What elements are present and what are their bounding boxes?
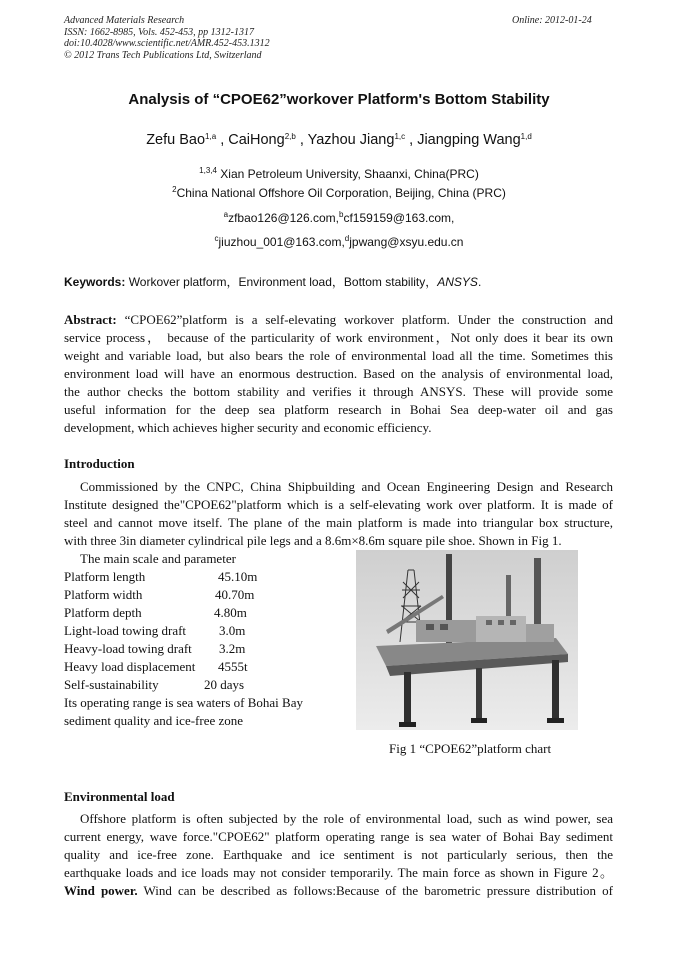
abstract-line: weight and variable load, but also bears the role of environmental load all the time. Sometimes this — [64, 348, 613, 363]
param-row — [64, 568, 354, 586]
operating-range-1: Its operating range is sea waters of Bohai Bay — [64, 695, 303, 710]
param-name: Light-load towing draft — [64, 623, 187, 638]
author-sup: 1,d — [520, 132, 532, 141]
introduction-heading: Introduction — [64, 456, 135, 471]
abstract-line: development, which achieves higher security and economic efficiency. — [64, 420, 432, 435]
param-name: Platform depth — [64, 605, 142, 620]
param-value: 4.80m — [214, 605, 247, 620]
doi-line: doi:10.4028/www.scientific.net/AMR.452-453.1312 — [64, 38, 270, 49]
email: zfbao126@126.com, — [228, 211, 339, 225]
abstract-line: service process， because of the particularity of work environment，Not only does it bear its own — [64, 330, 613, 345]
operating-range-2: sediment quality and ice-free zone — [64, 713, 244, 728]
email-sup: b — [339, 210, 344, 219]
param-title: The main scale and parameter — [80, 551, 236, 566]
intro-line: with three 3in diameter cylindrical pile legs and a 8.6m×8.6m square pile shoe. Shown in Fig 1. — [64, 533, 562, 548]
keywords-label: Keywords: — [64, 275, 126, 289]
affiliation-text: China National Offshore Oil Corporation, Beijing, China (PRC) — [176, 186, 506, 200]
intro-line: Commissioned by the CNPC, China Shipbuilding and Ocean Engineering Design and Research — [80, 479, 613, 494]
param-row — [64, 586, 354, 604]
author-sep: , — [295, 132, 308, 148]
email-sup: a — [223, 210, 229, 219]
env-line: current energy, wave force."CPOE62" platform operating range is sea water of Bohai Bay sediment — [64, 829, 613, 844]
keywords — [64, 273, 481, 290]
email-sup: d — [344, 234, 350, 243]
issn-line: ISSN: 1662-8985, Vols. 452-453, pp 1312-1317 — [64, 26, 254, 38]
param-name: Platform width — [64, 587, 143, 602]
affiliation-sup: 2 — [172, 185, 177, 194]
param-row — [64, 604, 354, 622]
param-value: 40.70m — [215, 587, 255, 602]
paper-title: Analysis of “CPOE62”workover Platform's Bottom Stability — [128, 91, 550, 108]
param-row — [64, 658, 354, 676]
author-sup: 2,b — [284, 132, 296, 141]
email: jpwang@xsyu.edu.cn — [349, 235, 464, 249]
intro-line: Institute designed the"CPOE62"platform which is a self-elevating work over platform. It is made of — [64, 497, 613, 512]
affiliation-1 — [0, 167, 678, 181]
author-name: Zefu Bao — [146, 132, 206, 148]
keywords-text: Workover platform，Environment load，Bottom stability， — [125, 275, 438, 289]
keywords-italic: ANSYS — [437, 275, 478, 289]
param-row — [64, 676, 354, 694]
environmental-paragraph — [64, 810, 613, 900]
env-line: quality and ice-free zone. Earthquake and ice sentiment is not particularly serious, then the — [64, 847, 613, 862]
emails-line-1 — [0, 211, 678, 225]
author-sup: 1,c — [394, 132, 406, 141]
param-name: Platform length — [64, 569, 146, 584]
author-sup: 1,a — [205, 132, 217, 141]
introduction-paragraph — [64, 478, 613, 550]
abstract-line: environment load will have an enormous destruction. Based on the analysis of environmental load, — [64, 366, 613, 381]
email: cf159159@163.com, — [343, 211, 455, 225]
param-row — [64, 622, 354, 640]
environmental-heading: Environmental load — [64, 789, 175, 804]
online-date: Online: 2012-01-24 — [512, 15, 592, 26]
affiliation-2 — [0, 186, 678, 200]
email: jiuzhou_001@163.com, — [218, 235, 345, 249]
journal-name: Advanced Materials Research — [64, 15, 185, 26]
keywords-end: . — [477, 275, 482, 289]
param-name: Heavy-load towing draft — [64, 641, 192, 656]
param-value: 3.2m — [219, 641, 246, 656]
wind-line — [64, 882, 613, 900]
emails-line-2 — [0, 235, 678, 249]
wind-text: Wind can be described as follows:Because of the barometric pressure distribution of — [137, 883, 613, 898]
param-name: Self-sustainability — [64, 677, 159, 692]
author-name: CaiHong — [228, 132, 285, 148]
abstract — [64, 311, 613, 437]
param-row — [64, 640, 354, 658]
figure-caption: Fig 1 “CPOE62”platform chart — [389, 741, 552, 756]
author-name: Yazhou Jiang — [307, 132, 395, 148]
journal-header — [64, 15, 270, 61]
intro-line: steel and cannot move itself. The plane of the main platform is made into triangular box structure, — [64, 515, 613, 530]
author-sep: , — [216, 132, 229, 148]
wind-label: Wind power. — [64, 883, 138, 898]
email-sup: c — [214, 234, 219, 243]
env-line: Offshore platform is often subjected by the role of environmental load, such as wind power, sea — [80, 811, 613, 826]
author-sep: , — [405, 132, 418, 148]
affiliation-sup: 1,3,4 — [199, 166, 217, 175]
abstract-label: Abstract: — [64, 312, 117, 327]
param-value: 4555t — [218, 659, 248, 674]
abstract-line: useful information for the deep sea platform research in Bohai Sea deep-water oil and gas — [64, 402, 613, 417]
copyright-line: © 2012 Trans Tech Publications Ltd, Switzerland — [64, 49, 262, 61]
param-name: Heavy load displacement — [64, 659, 196, 674]
abstract-text: “CPOE62”platform is a self-elevating workover platform. Under the construction and — [116, 312, 613, 327]
platform-figure — [356, 550, 578, 730]
param-value: 3.0m — [219, 623, 246, 638]
param-value: 20 days — [204, 677, 245, 692]
abstract-line: the author checks the bottom stability and verifies it through ANSYS. These will provide some — [64, 384, 613, 399]
author-name: Jiangping Wang — [417, 132, 521, 148]
abstract-line — [64, 311, 613, 329]
affiliation-text: Xian Petroleum University, Shaanxi, China(PRC) — [216, 167, 479, 181]
authors-line — [0, 132, 678, 148]
param-value: 45.10m — [218, 569, 258, 584]
env-line: earthquake loads and ice loads may not consider temporarily. The main force as shown in Figure 2。 — [64, 865, 613, 880]
